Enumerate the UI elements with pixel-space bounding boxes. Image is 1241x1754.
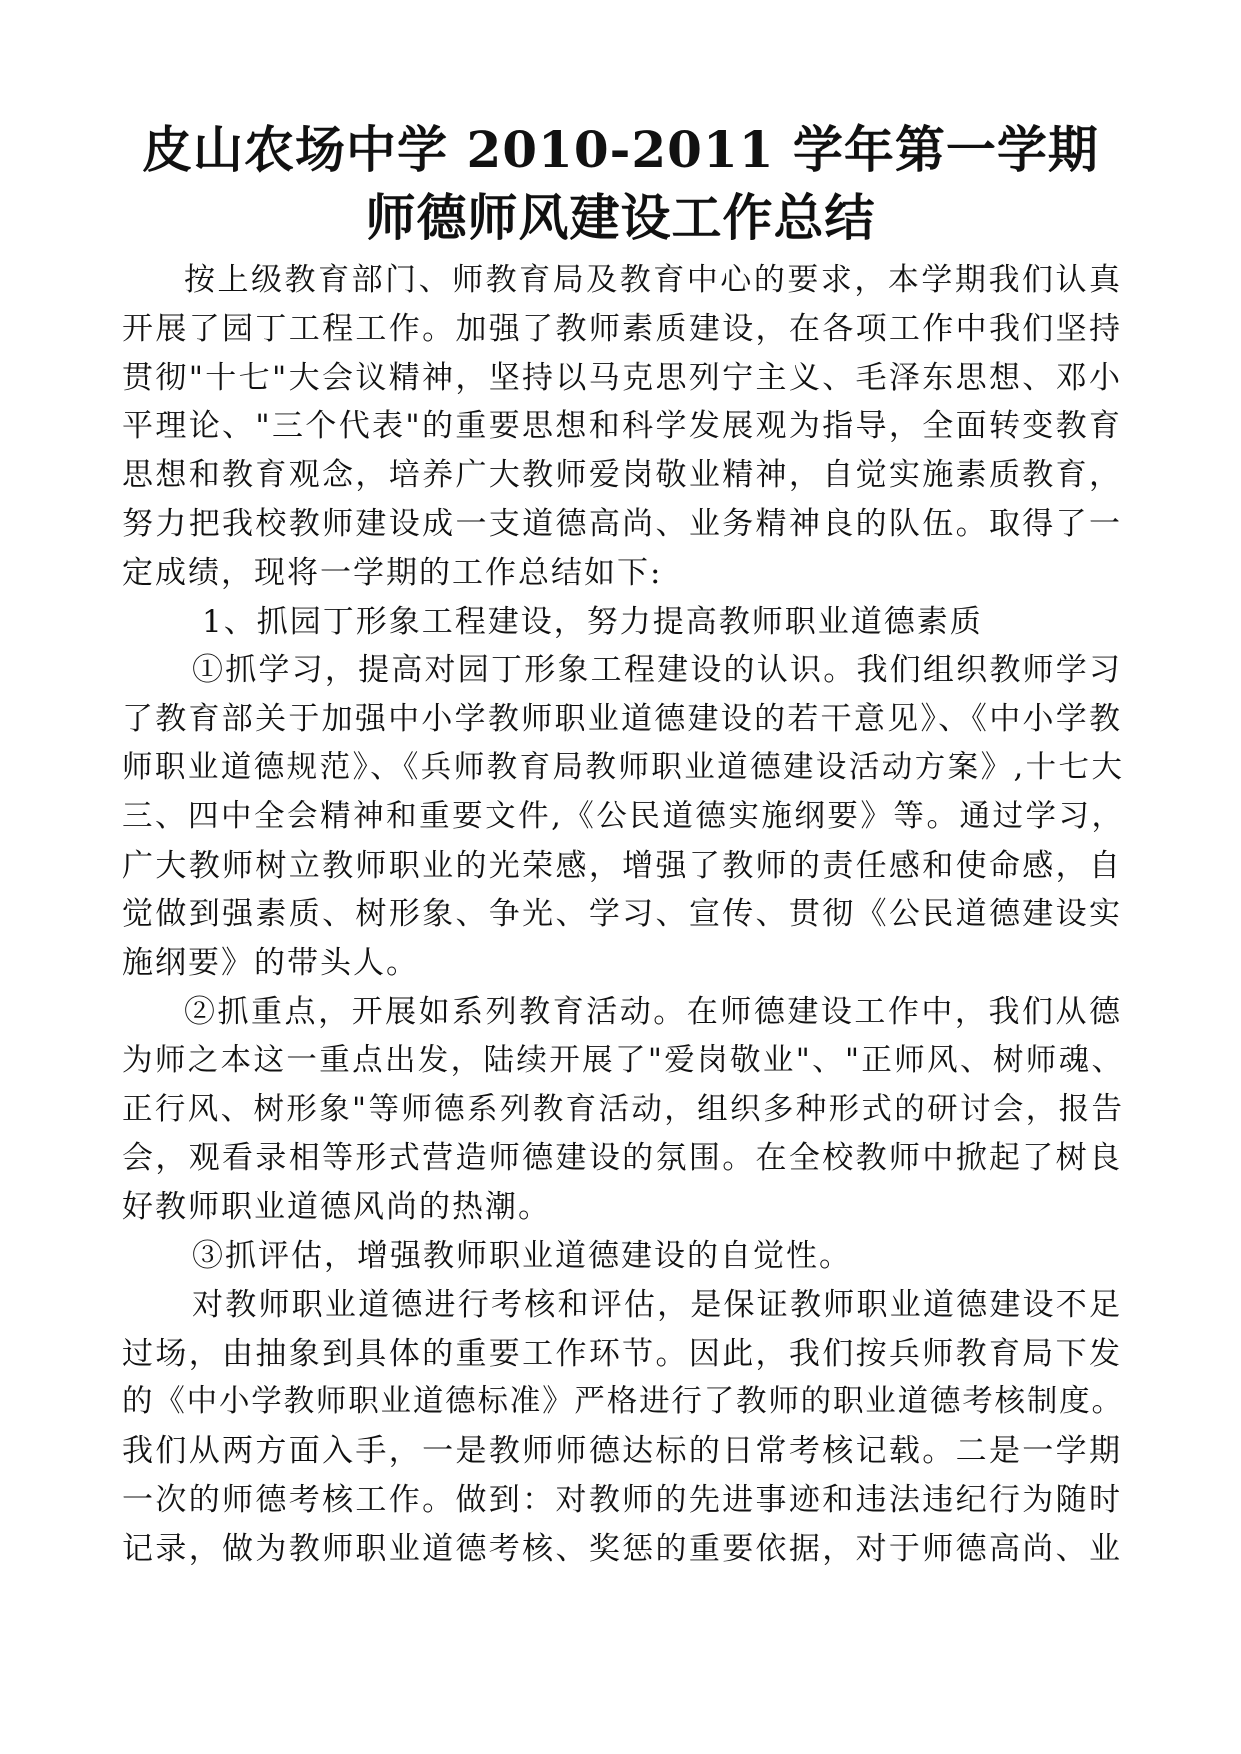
text-line: 三、四中全会精神和重要文件,《公民道德实施纲要》等。通过学习， bbox=[122, 798, 1122, 834]
text-line: 正行风、树形象"等师德系列教育活动，组织多种形式的研讨会，报告 bbox=[122, 1091, 1122, 1127]
text-line: 一次的师德考核工作。做到：对教师的先进事迹和违法违纪行为随时 bbox=[122, 1481, 1122, 1518]
text-line: ②抓重点，开展如系列教育活动。在师德建设工作中，我们从德 bbox=[184, 993, 1122, 1030]
text-line: 开展了园丁工程工作。加强了教师素质建设，在各项工作中我们坚持 bbox=[122, 310, 1122, 347]
text-line: 努力把我校教师建设成一支道德高尚、业务精神良的队伍。取得了一 bbox=[122, 505, 1122, 542]
text-line: 好教师职业道德风尚的热潮。 bbox=[122, 1189, 551, 1226]
text-line: ③抓评估，增强教师职业道德建设的自觉性。 bbox=[192, 1237, 852, 1274]
text-line: 思想和教育观念，培养广大教师爱岗敬业精神，自觉实施素质教育， bbox=[122, 457, 1122, 494]
text-line: 了教育部关于加强中小学教师职业道德建设的若干意见》、《中小学教 bbox=[122, 701, 1122, 738]
text-line: 为师之本这一重点出发，陆续开展了"爱岗敬业"、"正师风、树师魂、 bbox=[122, 1042, 1122, 1078]
text-line: 平理论、"三个代表"的重要思想和科学发展观为指导，全面转变教育 bbox=[122, 408, 1122, 445]
text-line: 师职业道德规范》、《兵师教育局教师职业道德建设活动方案》,十七大 bbox=[122, 749, 1122, 785]
text-line: 我们从两方面入手，一是教师师德达标的日常考核记载。二是一学期 bbox=[122, 1433, 1122, 1470]
text-line: 的《中小学教师职业道德标准》严格进行了教师的职业道德考核制度。 bbox=[122, 1384, 1122, 1420]
document-title-line2: 师德师风建设工作总结 bbox=[365, 188, 876, 247]
text-line: 过场，由抽象到具体的重要工作环节。因此，我们按兵师教育局下发 bbox=[122, 1335, 1122, 1372]
text-line: 按上级教育部门、师教育局及教育中心的要求，本学期我们认真 bbox=[184, 262, 1122, 298]
text-line: 会，观看录相等形式营造师德建设的氛围。在全校教师中掀起了树良 bbox=[122, 1140, 1122, 1177]
text-line: 贯彻"十七"大会议精神，坚持以马克思列宁主义、毛泽东思想、邓小 bbox=[122, 359, 1122, 396]
text-line: 施纲要》的带头人。 bbox=[122, 945, 419, 982]
text-line: ①抓学习，提高对园丁形象工程建设的认识。我们组织教师学习 bbox=[192, 652, 1122, 689]
text-line: 广大教师树立教师职业的光荣感，增强了教师的责任感和使命感，自 bbox=[122, 847, 1122, 884]
text-line: 定成绩，现将一学期的工作总结如下: bbox=[122, 554, 663, 591]
text-line: 对教师职业道德进行考核和评估，是保证教师职业道德建设不足 bbox=[192, 1286, 1122, 1323]
document-title-line1: 皮山农场中学 2010-2011 学年第一学期 bbox=[142, 120, 1099, 179]
section-heading: 1、抓园丁形象工程建设，努力提高教师职业道德素质 bbox=[202, 603, 983, 640]
text-line: 觉做到强素质、树形象、争光、学习、宣传、贯彻《公民道德建设实 bbox=[122, 896, 1122, 933]
text-line: 记录，做为教师职业道德考核、奖惩的重要依据，对于师德高尚、业 bbox=[122, 1530, 1122, 1567]
document-body bbox=[122, 256, 1122, 1574]
